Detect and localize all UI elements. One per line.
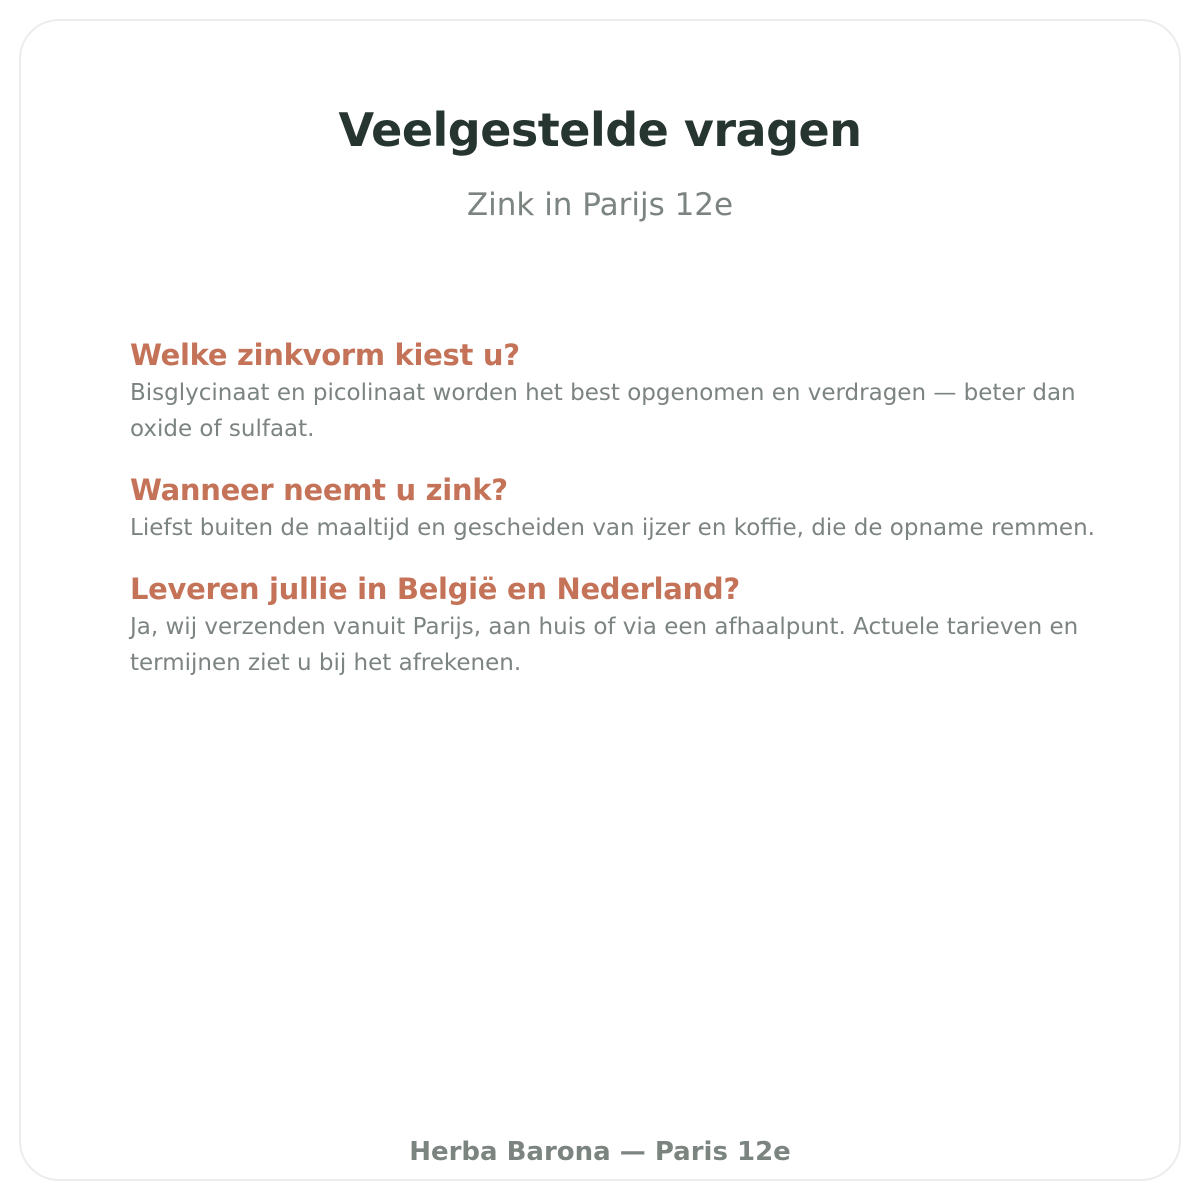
faq-item [130,335,1110,447]
faq-question: Wanneer neemt u zink? [130,473,508,507]
faq-answer: Liefst buiten de maaltijd en gescheiden van ijzer en koffie, die de opname remmen. [130,515,1095,541]
page-title: Veelgestelde vragen [338,103,862,157]
faq-item [130,470,1110,546]
faq-question: Leveren jullie in België en Nederland? [130,572,740,606]
faq-answer: Bisglycinaat en picolinaat worden het best opgenomen en verdragen — beter dan oxide of sulfaat. [130,380,1076,442]
footer-brand: Herba Barona — Paris 12e [409,1137,791,1167]
page-subtitle: Zink in Parijs 12e [466,187,734,223]
faq-answer: Ja, wij verzenden vanuit Parijs, aan huis of via een afhaalpunt. Actuele tarieven en termijnen ziet u bij het afrekenen. [130,614,1079,676]
faq-item [130,569,1110,681]
faq-question: Welke zinkvorm kiest u? [130,338,520,372]
faq-list [130,335,1110,704]
